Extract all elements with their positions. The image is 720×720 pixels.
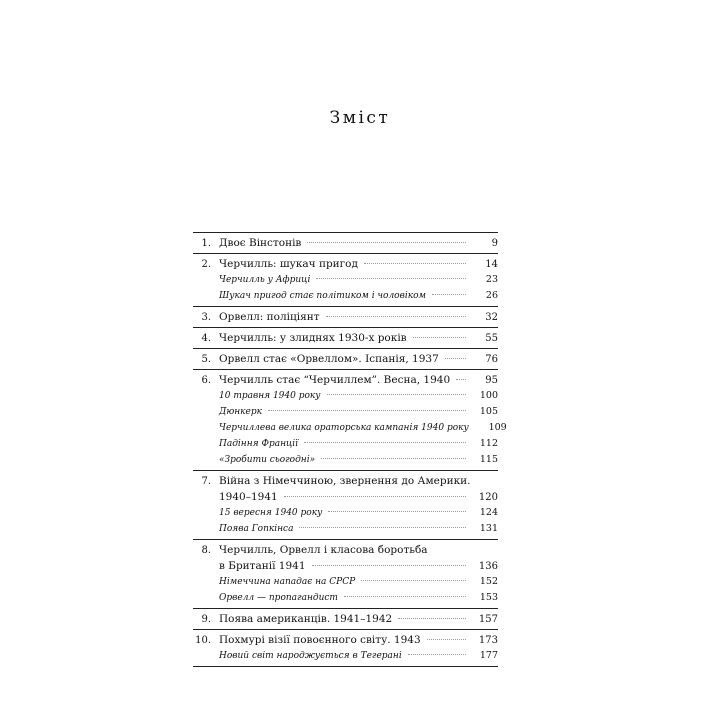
toc-chapter-line — [193, 542, 498, 558]
toc-chapter — [193, 370, 507, 471]
chapter-page-number: 76 — [485, 354, 498, 365]
chapter-title: Орвелл: поліціянт — [219, 311, 320, 323]
toc-subsection — [193, 521, 498, 537]
subsection-page-number: 153 — [479, 592, 498, 603]
subsection-title: Поява Гопкінса — [219, 524, 294, 534]
chapter-page-number: 55 — [485, 333, 498, 344]
chapter-title: Черчилль: шукач пригод — [219, 258, 358, 270]
chapter-number: 2. — [201, 259, 211, 270]
dot-leader — [316, 277, 466, 279]
chapter-title: Поява американців. 1941–1942 — [219, 613, 393, 625]
subsection-title: «Зробити сьогодні» — [219, 455, 316, 465]
chapter-title: Орвелл стає «Орвеллом». Іспанія, 1937 — [219, 353, 439, 365]
subsection-page-number: 109 — [488, 422, 507, 433]
toc-chapter-line — [193, 235, 498, 251]
toc-chapter-line — [193, 632, 498, 648]
chapter-title: в Британії 1941 — [219, 560, 306, 572]
toc-chapter — [193, 328, 498, 349]
toc-chapter-line — [193, 489, 498, 505]
dot-leader — [432, 293, 466, 295]
dot-leader — [327, 393, 466, 395]
chapter-number: 9. — [201, 614, 211, 625]
subsection-page-number: 23 — [485, 274, 498, 285]
page-title: Зміст — [329, 108, 391, 128]
subsection-title: 10 травня 1940 року — [219, 391, 321, 401]
toc-subsection — [193, 648, 498, 664]
chapter-title: Черчилль, Орвелл і класова боротьба — [219, 544, 428, 556]
toc-subsection — [193, 272, 498, 288]
toc-subsection — [193, 452, 498, 468]
chapter-title: Черчилль: у злиднях 1930-х років — [219, 332, 407, 344]
subsection-title: Черчилль у Африці — [219, 275, 311, 285]
dot-leader — [284, 495, 466, 497]
dot-leader — [427, 638, 466, 640]
dot-leader — [321, 457, 466, 459]
toc-chapter — [193, 233, 498, 254]
subsection-page-number: 26 — [485, 290, 498, 301]
dot-leader — [456, 378, 466, 380]
toc-subsection — [193, 388, 498, 404]
subsection-title: Дюнкерк — [219, 407, 263, 417]
toc-subsection — [193, 574, 498, 590]
subsection-title: Німеччина нападає на СРСР — [219, 577, 356, 587]
dot-leader — [344, 595, 466, 597]
toc-chapter — [193, 609, 498, 630]
toc-chapter-line — [193, 558, 498, 574]
subsection-page-number: 105 — [479, 406, 498, 417]
dot-leader — [307, 241, 466, 243]
dot-leader — [408, 653, 466, 655]
table-of-contents — [193, 232, 507, 667]
chapter-number: 8. — [201, 545, 211, 556]
subsection-title: Черчиллева велика ораторська кампанія 1940 року — [219, 423, 469, 433]
chapter-number: 3. — [201, 312, 211, 323]
toc-chapter-line — [193, 351, 498, 367]
toc-chapter-line — [193, 473, 498, 489]
dot-leader — [299, 526, 466, 528]
toc-chapter — [193, 307, 498, 328]
chapter-page-number: 32 — [485, 312, 498, 323]
chapter-number: 1. — [201, 238, 211, 249]
toc-chapter-line — [193, 309, 498, 325]
dot-leader — [398, 617, 466, 619]
toc-subsection — [193, 420, 507, 436]
dot-leader — [326, 315, 466, 317]
chapter-title: Черчилль стає “Черчиллем”. Весна, 1940 — [219, 374, 451, 386]
chapter-number: 6. — [201, 375, 211, 386]
dot-leader — [328, 510, 466, 512]
dot-leader — [361, 579, 466, 581]
dot-leader — [304, 441, 466, 443]
dot-leader — [413, 336, 466, 338]
subsection-page-number: 112 — [479, 438, 498, 449]
chapter-title: Похмурі візії повоєнного світу. 1943 — [219, 634, 421, 646]
subsection-title: Падіння Франції — [219, 439, 299, 449]
toc-chapter — [193, 254, 498, 307]
toc-chapter-line — [193, 611, 498, 627]
toc-chapter — [193, 471, 498, 540]
dot-leader — [445, 357, 466, 359]
dot-leader — [364, 262, 466, 264]
toc-subsection — [193, 436, 498, 452]
toc-chapter — [193, 540, 498, 609]
toc-subsection — [193, 288, 498, 304]
chapter-number: 5. — [201, 354, 211, 365]
subsection-page-number: 131 — [479, 523, 498, 534]
chapter-page-number: 157 — [478, 614, 498, 625]
toc-chapter — [193, 630, 498, 667]
subsection-title: Орвелл — пропагандист — [219, 593, 338, 603]
chapter-number: 10. — [195, 635, 211, 646]
subsection-title: Шукач пригод стає політиком і чоловіком — [219, 291, 426, 301]
dot-leader — [312, 564, 466, 566]
subsection-page-number: 115 — [479, 454, 498, 465]
chapter-title: Двоє Вінстонів — [219, 237, 302, 249]
toc-chapter-line — [193, 330, 498, 346]
chapter-page-number: 14 — [485, 259, 498, 270]
chapter-page-number: 9 — [491, 238, 498, 249]
toc-chapter — [193, 349, 498, 370]
chapter-page-number: 95 — [485, 375, 498, 386]
subsection-title: Новий світ народжується в Тегерані — [219, 651, 402, 661]
chapter-title: Війна з Німеччиною, звернення до Америки. — [219, 475, 471, 487]
chapter-page-number: 136 — [478, 561, 498, 572]
subsection-title: 15 вересня 1940 року — [219, 508, 323, 518]
toc-subsection — [193, 590, 498, 606]
chapter-title: 1940–1941 — [219, 491, 278, 503]
chapter-page-number: 120 — [478, 492, 498, 503]
subsection-page-number: 152 — [479, 576, 498, 587]
toc-subsection — [193, 404, 498, 420]
toc-chapter-line — [193, 256, 498, 272]
chapter-number: 4. — [201, 333, 211, 344]
toc-chapter-line — [193, 372, 498, 388]
subsection-page-number: 177 — [479, 650, 498, 661]
chapter-page-number: 173 — [478, 635, 498, 646]
subsection-page-number: 100 — [479, 390, 498, 401]
subsection-page-number: 124 — [479, 507, 498, 518]
toc-subsection — [193, 505, 498, 521]
chapter-number: 7. — [201, 476, 211, 487]
dot-leader — [268, 409, 466, 411]
